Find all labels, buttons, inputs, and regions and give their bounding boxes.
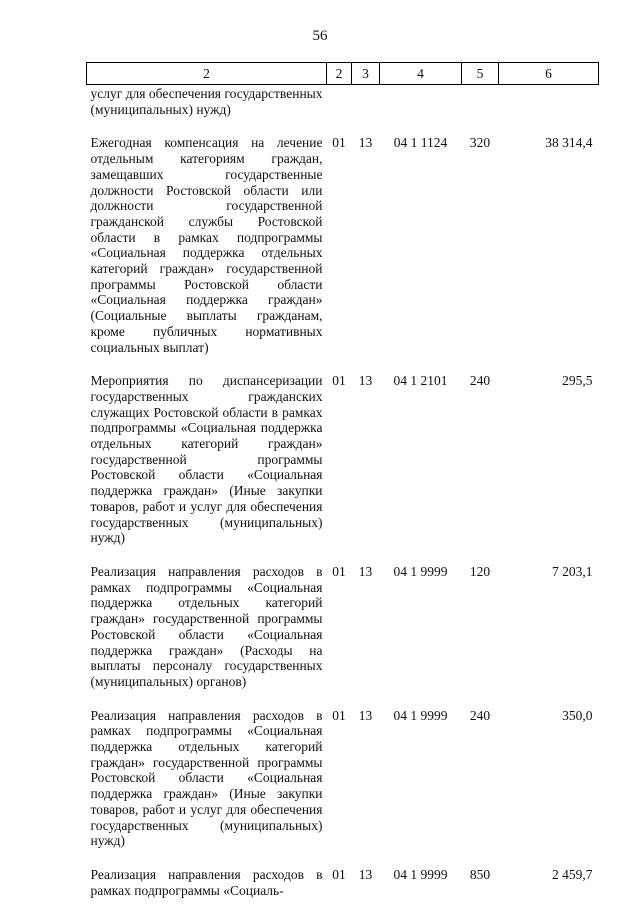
row-subsection: 13 — [358, 866, 373, 882]
row-amount: 2 459,7 — [552, 866, 593, 882]
row-section: 01 — [332, 135, 346, 151]
header-cell-description: 2 — [87, 63, 327, 85]
row-expense-type: 120 — [469, 563, 491, 579]
row-target-article: 04 1 9999 — [393, 563, 448, 579]
row-expense-type: 850 — [469, 866, 491, 882]
row-amount: 295,5 — [562, 373, 593, 389]
page-number: 56 — [312, 28, 328, 44]
row-section — [327, 85, 352, 136]
row-target-article: 04 1 2101 — [393, 373, 448, 389]
row-section: 01 — [332, 373, 346, 389]
header-cell-expense-type: 5 — [462, 63, 499, 85]
row-amount — [499, 85, 599, 136]
table-row — [87, 564, 599, 708]
header-cell-amount: 6 — [499, 63, 599, 85]
row-section: 01 — [332, 563, 346, 579]
row-expense-type: 320 — [469, 135, 491, 151]
row-target-article: 04 1 9999 — [393, 707, 448, 723]
table-row — [87, 85, 599, 136]
row-subsection: 13 — [358, 373, 373, 389]
row-amount: 38 314,4 — [545, 135, 593, 151]
table-row — [87, 373, 599, 564]
row-amount: 350,0 — [562, 707, 593, 723]
row-target-article: 04 1 1124 — [393, 135, 448, 151]
row-subsection: 13 — [358, 563, 373, 579]
row-description: Мероприятия по диспансеризации государственных гражданских служащих Ростовской области в рамках подпрограммы «Социальная поддержка отдельных категорий граждан» государственной программы Ростовской области «Социальная поддержка граждан» (Иные закупки товаров, работ и услуг для обеспечения государственных (муниципальных) нужд) — [90, 373, 323, 546]
table-row — [87, 867, 599, 916]
row-subsection: 13 — [358, 135, 373, 151]
row-subsection — [352, 85, 380, 136]
budget-table — [86, 62, 599, 916]
row-amount: 7 203,1 — [552, 563, 593, 579]
row-section: 01 — [332, 707, 346, 723]
header-cell-section: 2 — [327, 63, 352, 85]
row-subsection: 13 — [358, 707, 373, 723]
row-description: Реализация направления расходов в рамках подпрограммы «Социальная поддержка отдельных категорий граждан» государственной программы Ростовской области «Социальная поддержка граждан» (Расходы на выплаты персоналу государственных (муниципальных) органов) — [90, 563, 323, 689]
table-row — [87, 708, 599, 867]
row-description: Реализация направления расходов в рамках подпрограммы «Социальная поддержка отдельных категорий граждан» государственной программы Ростовской области «Социальная поддержка граждан» (Иные закупки товаров, работ и услуг для обеспечения государственных (муниципальных) нужд) — [90, 707, 323, 849]
row-expense-type: 240 — [469, 707, 491, 723]
header-cell-target-article: 4 — [380, 63, 462, 85]
row-target-article: 04 1 9999 — [393, 866, 448, 882]
row-target-article — [380, 85, 462, 136]
header-cell-subsection: 3 — [352, 63, 380, 85]
row-description: Ежегодная компенсация на лечение отдельным категориям граждан, замещавших государственные должности Ростовской области или должности государственной гражданской службы Ростовской области в рамках подпрограммы «Социальная поддержка отдельных категорий граждан» государственной программы Ростовской области «Социальная поддержка граждан» (Социальные выплаты гражданам, кроме публичных нормативных социальных выплат) — [90, 135, 323, 355]
row-section: 01 — [332, 866, 346, 882]
row-description: Реализация направления расходов в рамках подпрограммы «Социаль- — [90, 866, 323, 898]
table-row — [87, 135, 599, 373]
row-description: услуг для обеспечения государственных (муниципальных) нужд) — [90, 86, 323, 117]
row-expense-type: 240 — [469, 373, 491, 389]
row-expense-type — [462, 85, 499, 136]
table-header-row — [87, 63, 599, 85]
